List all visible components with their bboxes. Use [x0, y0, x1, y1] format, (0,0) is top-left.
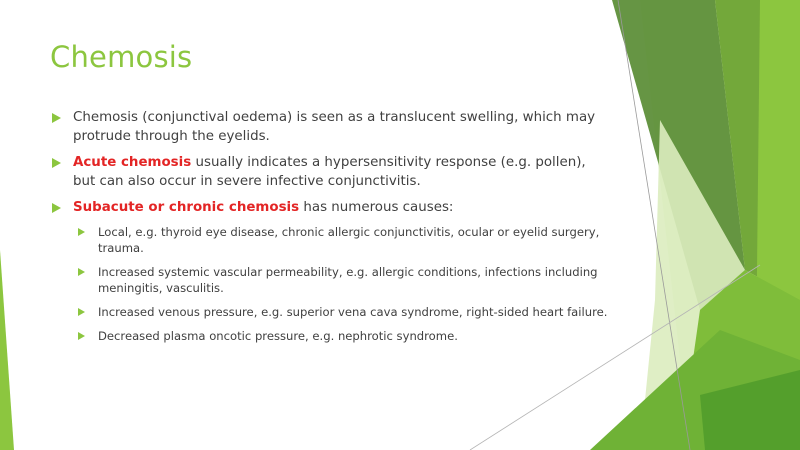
slide-title: Chemosis [50, 40, 193, 74]
bullet-text: Chemosis (conjunctival oedema) is seen as a translucent swelling, which may protrude through the eyelids. [73, 110, 596, 144]
slide-body [52, 108, 612, 352]
bullet-item [52, 198, 612, 217]
sub-bullet-text: Decreased plasma oncotic pressure, e.g. nephrotic syndrome. [98, 329, 458, 343]
decor-left-sliver [0, 250, 14, 450]
sub-bullet-arrow-icon [78, 332, 85, 340]
sub-bullet-text: Local, e.g. thyroid eye disease, chronic allergic conjunctivitis, ocular or eyelid surgery, trauma. [98, 225, 600, 255]
sub-bullet-item [78, 328, 612, 344]
sub-bullet-item [78, 304, 612, 320]
sub-bullet-arrow-icon [78, 228, 85, 236]
sub-bullet-text: Increased venous pressure, e.g. superior vena cava syndrome, right-sided heart failure. [98, 305, 608, 319]
bullet-text: usually indicates a hypersensitivity response (e.g. pollen), but can also occur in severe infective conjunctivitis. [73, 155, 586, 189]
sub-bullet-list [52, 224, 612, 344]
sub-bullet-item [78, 224, 612, 256]
sub-bullet-item [78, 264, 612, 296]
bullet-item [52, 108, 612, 146]
sub-bullet-arrow-icon [78, 268, 85, 276]
sub-bullet-text: Increased systemic vascular permeability, e.g. allergic conditions, infections including meningitis, vasculitis. [98, 265, 598, 295]
bullet-highlight: Subacute or chronic chemosis [73, 200, 300, 215]
sub-bullet-arrow-icon [78, 308, 85, 316]
bullet-arrow-icon [52, 203, 61, 213]
bullet-item [52, 153, 612, 191]
bullet-text: has numerous causes: [299, 200, 454, 215]
bullet-highlight: Acute chemosis [73, 155, 192, 170]
bullet-arrow-icon [52, 158, 61, 168]
bullet-arrow-icon [52, 113, 61, 123]
